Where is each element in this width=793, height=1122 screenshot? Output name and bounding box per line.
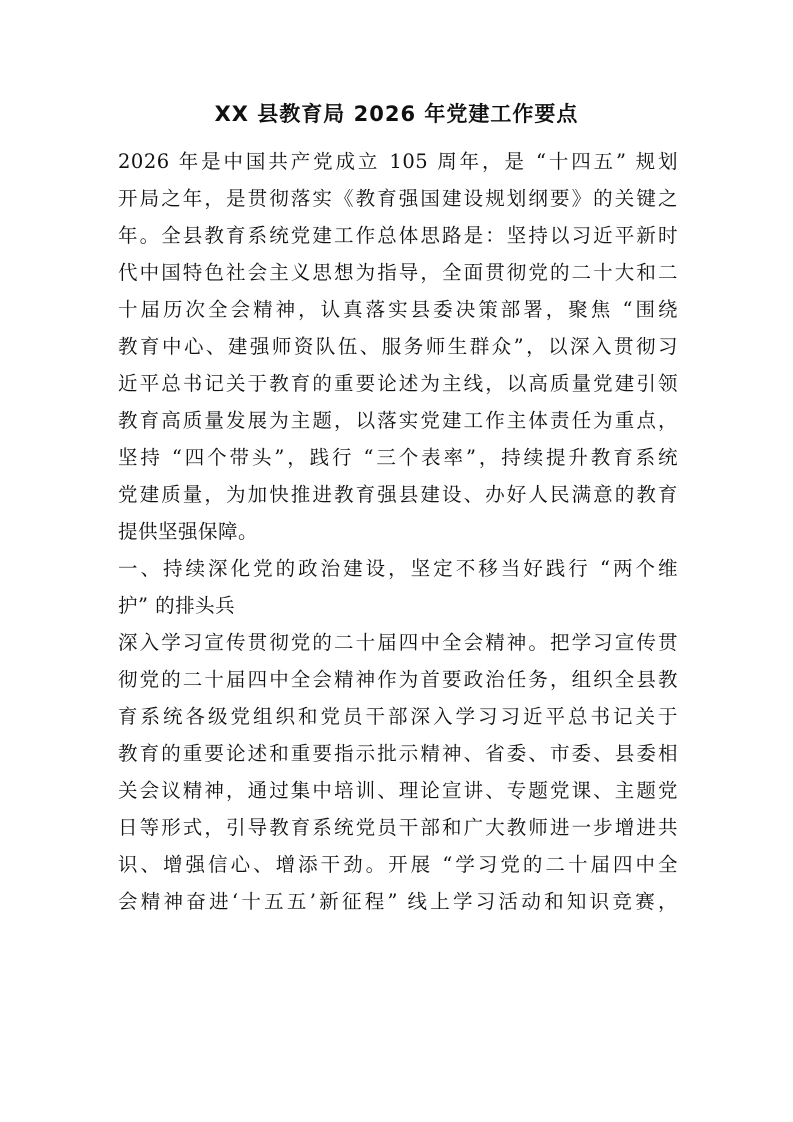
body-line: 年。全县教育系统党建工作总体思路是：坚持以习近平新时 bbox=[118, 224, 678, 247]
document-title: XX 县教育局 2026 年党建工作要点 bbox=[214, 102, 579, 126]
body-line: 育系统各级党组织和党员干部深入学习习近平总书记关于 bbox=[118, 705, 678, 728]
body-line: 2026 年是中国共产党成立 105 周年，是 “十四五” 规划 bbox=[118, 150, 678, 173]
body-line: 党建质量，为加快推进教育强县建设、办好人民满意的教育 bbox=[118, 483, 678, 506]
body-line: 坚持 “四个带头”，践行 “三个表率”，持续提升教育系统 bbox=[118, 446, 678, 469]
body-line: 教育高质量发展为主题，以落实党建工作主体责任为重点， bbox=[118, 409, 678, 432]
body-line: 日等形式，引导教育系统党员干部和广大教师进一步增进共 bbox=[118, 816, 678, 839]
body-line: 教育的重要论述和重要指示批示精神、省委、市委、县委相 bbox=[118, 742, 678, 765]
body-line: 深入学习宣传贯彻党的二十届四中全会精神。把学习宣传贯 bbox=[118, 631, 678, 654]
body-line: 关会议精神，通过集中培训、理论宣讲、专题党课、主题党 bbox=[118, 779, 678, 802]
body-line: 提供坚强保障。 bbox=[118, 520, 259, 543]
body-line: 会精神奋进‘十五五’新征程” 线上学习活动和知识竞赛， bbox=[118, 890, 678, 913]
section-heading-line: 一、持续深化党的政治建设，坚定不移当好践行 “两个维 bbox=[118, 557, 678, 580]
body-line: 彻党的二十届四中全会精神作为首要政治任务，组织全县教 bbox=[118, 668, 678, 691]
body-line: 近平总书记关于教育的重要论述为主线，以高质量党建引领 bbox=[118, 372, 678, 395]
body-line: 十届历次全会精神，认真落实县委决策部署，聚焦 “围绕 bbox=[118, 298, 678, 321]
body-line: 代中国特色社会主义思想为指导，全面贯彻党的二十大和二 bbox=[118, 261, 678, 284]
body-line: 教育中心、建强师资队伍、服务师生群众”，以深入贯彻习 bbox=[118, 335, 678, 358]
body-line: 识、增强信心、增添干劲。开展 “学习党的二十届四中全 bbox=[118, 853, 678, 876]
body-line: 开局之年，是贯彻落实《教育强国建设规划纲要》的关键之 bbox=[118, 187, 678, 210]
document-body bbox=[118, 143, 678, 920]
section-heading-line: 护” 的排头兵 bbox=[118, 594, 236, 617]
